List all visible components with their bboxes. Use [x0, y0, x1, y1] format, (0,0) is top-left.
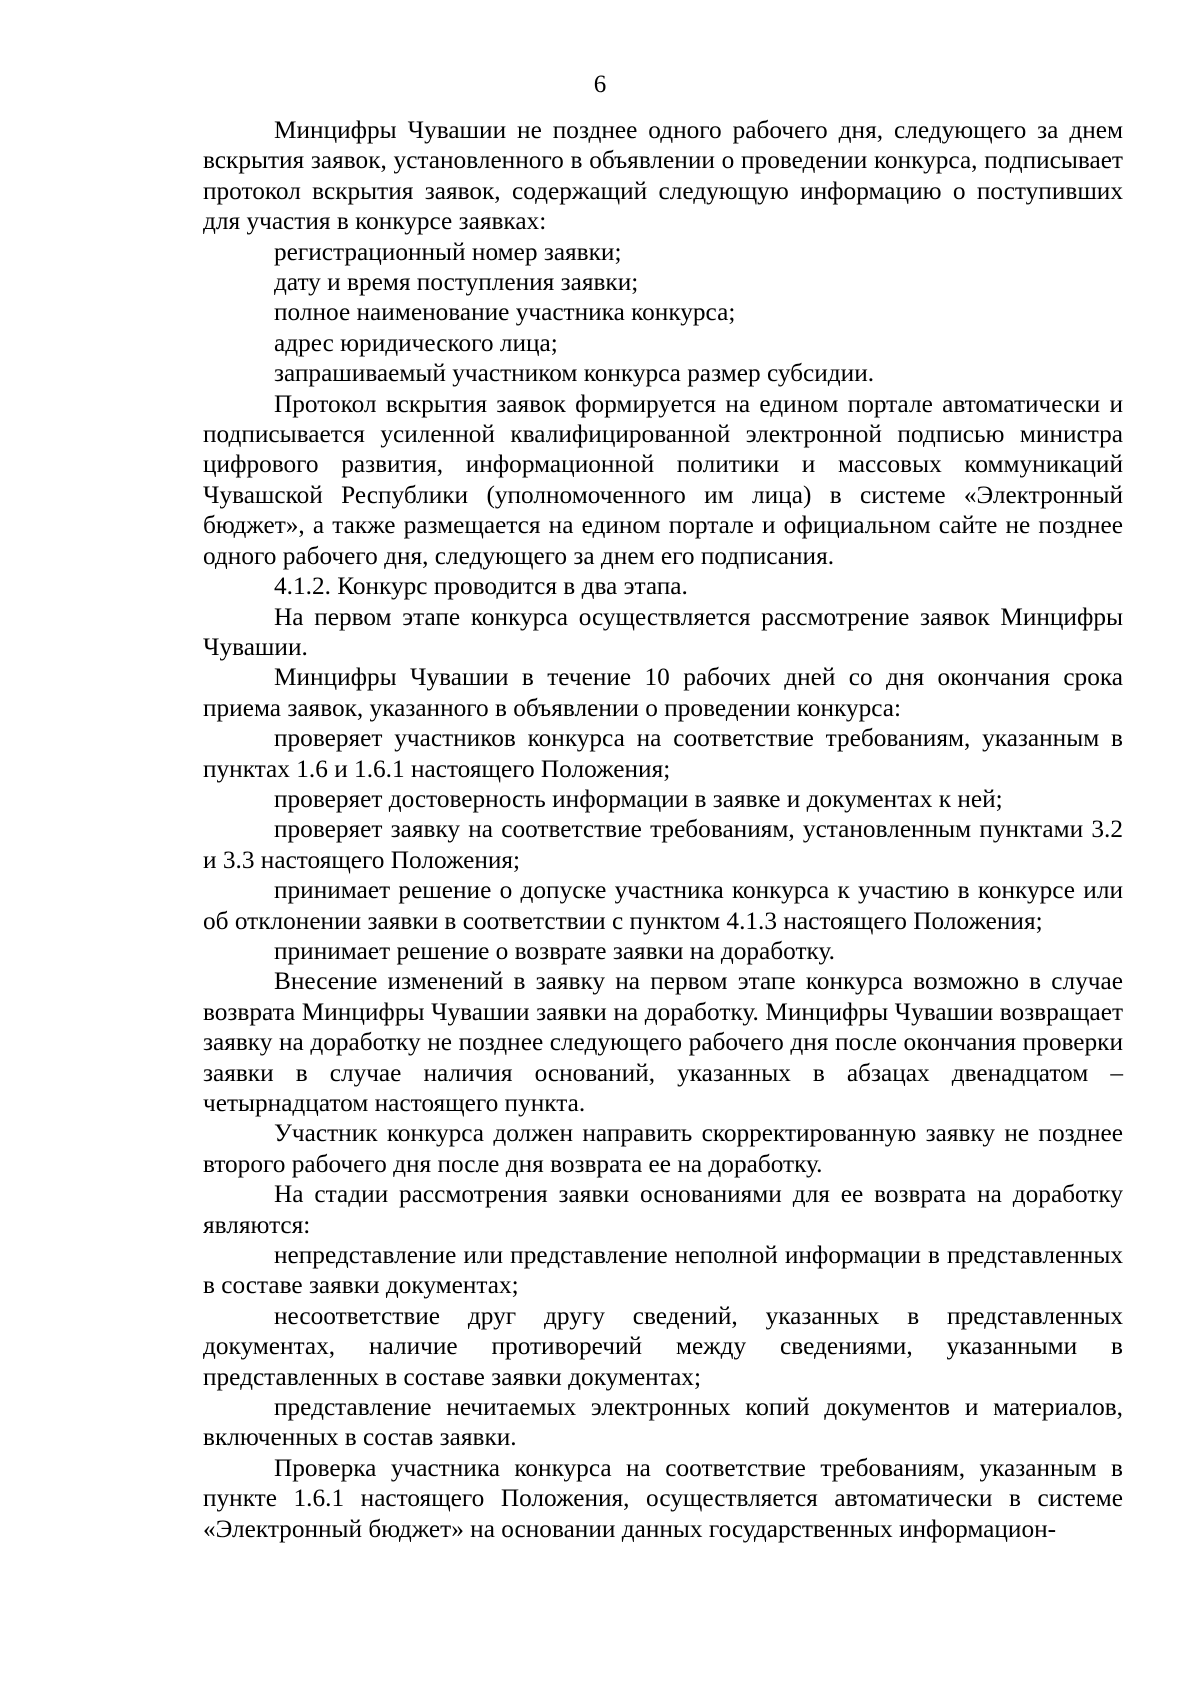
- list-item: несоответствие друг другу сведений, указанных в представленных документах, наличие противоречий между сведениями, указанными в представленных в составе заявки документах;: [203, 1301, 1123, 1391]
- page-number: 6: [593, 71, 607, 98]
- list-item: проверяет участников конкурса на соответствие требованиям, указанным в пунктах 1.6 и 1.6.1 настоящего Положения;: [203, 724, 1123, 783]
- list-item: принимает решение о допуске участника конкурса к участию в конкурсе или об отклонении заявки в соответствии с пунктом 4.1.3 настоящего Положения;: [203, 876, 1123, 935]
- list-item: полное наименование участника конкурса;: [274, 298, 736, 327]
- paragraph: На стадии рассмотрения заявки основаниями для ее возврата на доработку являются:: [203, 1180, 1123, 1239]
- list-item: проверяет заявку на соответствие требованиям, установленным пунктами 3.2 и 3.3 настоящего Положения;: [203, 815, 1123, 874]
- paragraph: Протокол вскрытия заявок формируется на едином портале автоматически и подписывается усиленной квалифицированной электронной подписью министра цифрового развития, информационной политики и массовых коммуникаций Чувашской Республики (уполномоченного им лица) в системе «Электронный бюджет», а также размещается на едином портале и официальном сайте не позднее одного рабочего дня, следующего за днем его подписания.: [203, 389, 1123, 570]
- paragraph: Минцифры Чувашии в течение 10 рабочих дней со дня окончания срока приема заявок, указанного в объявлении о проведении конкурса:: [203, 663, 1123, 722]
- document-body: [203, 115, 1123, 1544]
- list-item: представление нечитаемых электронных копий документов и материалов, включенных в состав заявки.: [203, 1393, 1123, 1452]
- paragraph: Минцифры Чувашии не позднее одного рабочего дня, следующего за днем вскрытия заявок, установленного в объявлении о проведении конкурса, подписывает протокол вскрытия заявок, содержащий следующую информацию о поступивших для участия в конкурсе заявках:: [203, 116, 1123, 236]
- list-item: адрес юридического лица;: [274, 328, 558, 357]
- list-item: запрашиваемый участником конкурса размер субсидии.: [274, 359, 875, 388]
- list-item: проверяет достоверность информации в заявке и документах к ней;: [274, 784, 1003, 813]
- list-item: дату и время поступления заявки;: [274, 268, 639, 297]
- paragraph: Участник конкурса должен направить скорректированную заявку не позднее второго рабочего дня после дня возврата ее на доработку.: [203, 1119, 1123, 1178]
- paragraph: 4.1.2. Конкурс проводится в два этапа.: [274, 572, 688, 601]
- list-item: непредставление или представление неполной информации в представленных в составе заявки документах;: [203, 1241, 1123, 1300]
- list-item: принимает решение о возврате заявки на доработку.: [274, 936, 835, 965]
- paragraph: На первом этапе конкурса осуществляется рассмотрение заявок Минцифры Чувашии.: [203, 602, 1123, 661]
- list-item: регистрационный номер заявки;: [274, 237, 622, 266]
- paragraph: Внесение изменений в заявку на первом этапе конкурса возможно в случае возврата Минцифры Чувашии заявки на доработку. Минцифры Чувашии возвращает заявку на доработку не позднее следующего рабочего дня после окончания проверки заявки в случае наличия оснований, указанных в абзацах двенадцатом – четырнадцатом настоящего пункта.: [203, 967, 1123, 1117]
- paragraph: Проверка участника конкурса на соответствие требованиям, указанным в пункте 1.6.1 настоящего Положения, осуществляется автоматически в системе «Электронный бюджет» на основании данных государственных информацион-: [203, 1453, 1123, 1543]
